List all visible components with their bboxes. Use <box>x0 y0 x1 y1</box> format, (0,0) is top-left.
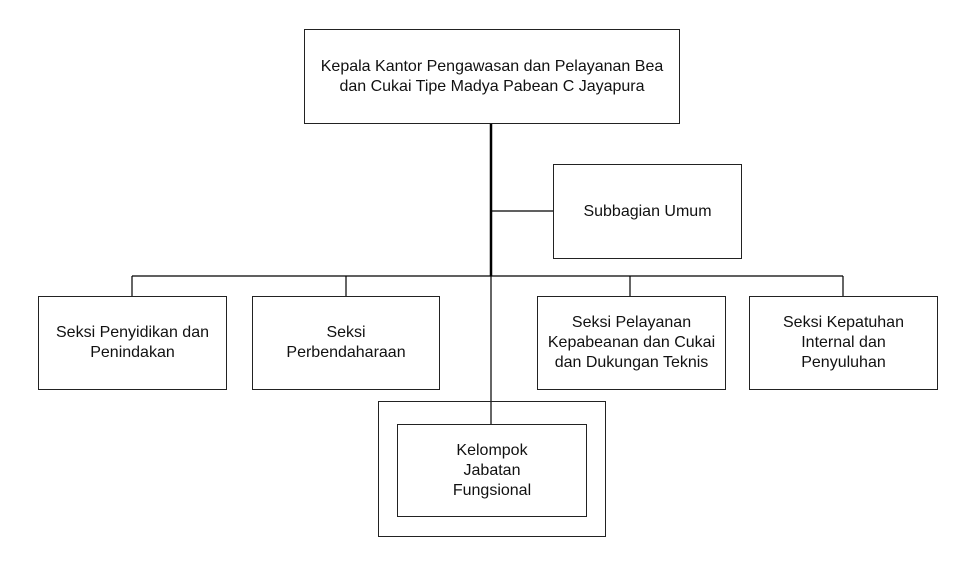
section-box-1 <box>38 296 227 390</box>
staff-unit-box <box>553 164 742 259</box>
section-label-2: Seksi Perbendaharaan <box>286 324 406 361</box>
section-label-3: Seksi Pelayanan Kepabeanan dan Cukai dan Dukungan Teknis <box>547 314 716 371</box>
section-box-2 <box>252 296 440 390</box>
head-box <box>304 29 680 124</box>
staff-unit-label: Subbagian Umum <box>583 202 712 220</box>
functional-group-box <box>397 424 587 517</box>
section-label-1: Seksi Penyidikan dan Penindakan <box>56 324 209 361</box>
head-label: Kepala Kantor Pengawasan dan Pelayanan Bea dan Cukai Tipe Madya Pabean C Jayapura <box>320 57 664 95</box>
section-label-4: Seksi Kepatuhan Internal dan Penyuluhan <box>783 314 904 371</box>
section-box-4 <box>749 296 938 390</box>
section-box-3 <box>537 296 726 390</box>
functional-group-label: Kelompok Jabatan Fungsional <box>452 441 532 499</box>
